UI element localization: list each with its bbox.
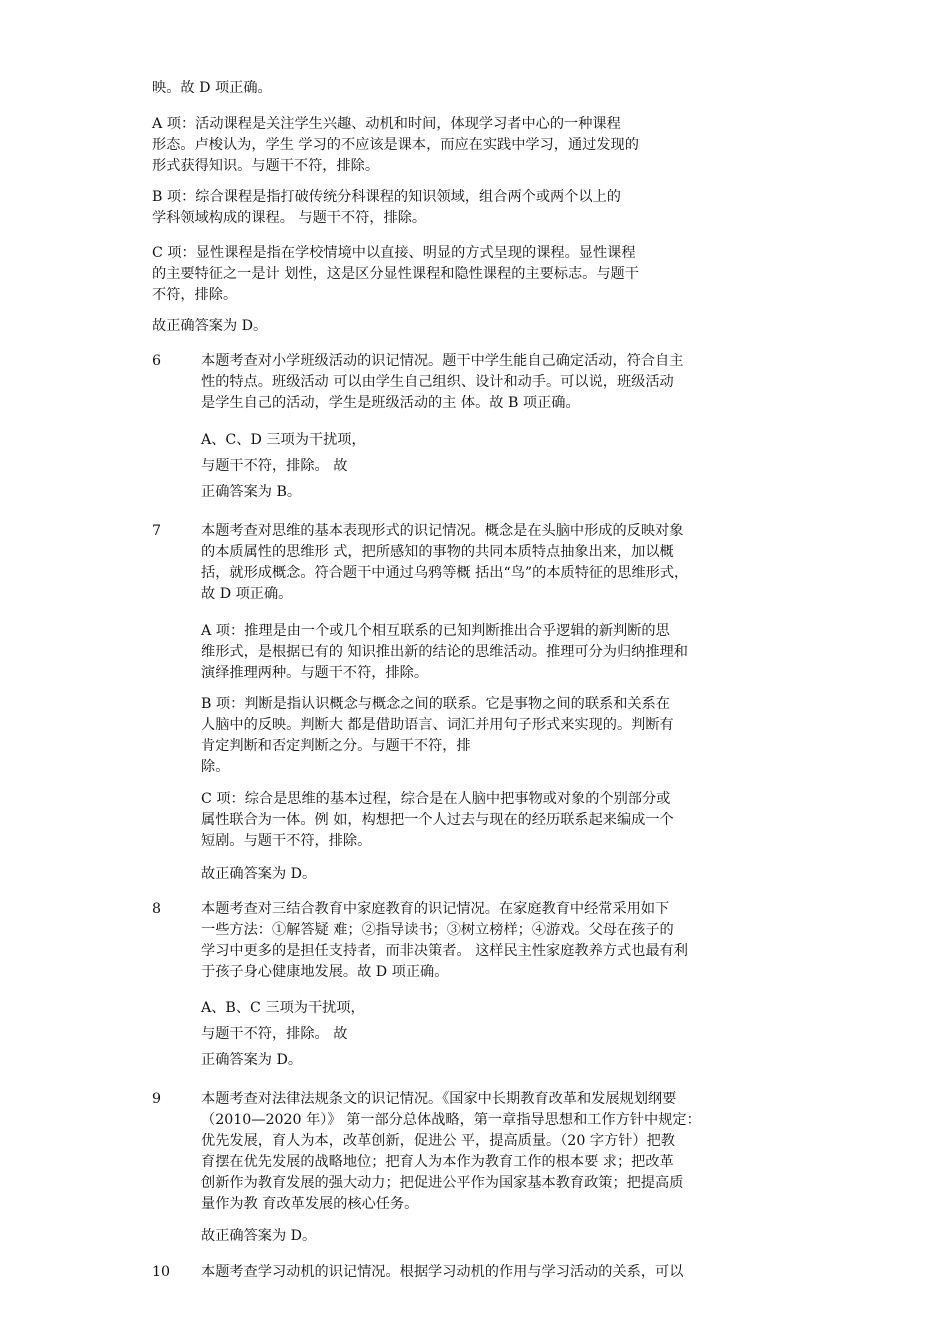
text-line: 性的特点。班级活动 可以由学生自己组织、设计和动手。可以说，班级活动 — [201, 374, 674, 390]
intro-paragraph — [152, 78, 272, 99]
q6-others — [201, 430, 366, 503]
text-line: 除。 — [201, 759, 230, 775]
q8-explanation — [201, 899, 688, 983]
text-line: 优先发展，育人为本，改革创新，促进公 平，提高质量。（20 字方针）把教 — [201, 1133, 675, 1149]
text-line: 故正确答案为 D。 — [201, 1228, 317, 1244]
text-line: A 项：推理是由一个或几个相互联系的已知判断推出合乎逻辑的新判断的思 — [201, 623, 670, 639]
text-line: 短剧。与题干不符，排除。 — [201, 833, 372, 849]
text-line: 学习中更多的是担任支持者，而非决策者。 这样民主性家庭教养方式也最有利 — [201, 943, 688, 959]
text-line: 本题考查学习动机的识记情况。根据学习动机的作用与学习活动的关系，可以 — [201, 1264, 684, 1280]
text-line: 本题考查对法律法规条文的识记情况。《国家中长期教育改革和发展规划纲要 — [201, 1091, 677, 1107]
text-line: 于孩子身心健康地发展。故 D 项正确。 — [201, 964, 449, 980]
q7-option-b — [201, 694, 674, 778]
text-line: 一些方法：①解答疑 难；②指导读书；③树立榜样；④游戏。父母在孩子的 — [201, 922, 674, 938]
text-line: 育摆在优先发展的战略地位；把育人为本作为教育工作的根本要 求；把改革 — [201, 1154, 674, 1170]
text-line: 本题考查对三结合教育中家庭教育的识记情况。在家庭教育中经常采用如下 — [201, 901, 670, 917]
q5-answer — [152, 316, 267, 337]
question-number: 9 — [152, 1091, 162, 1107]
text-line: 是学生自己的活动，学生是班级活动的主 体。故 B 项正确。 — [201, 395, 580, 411]
text-line: C 项：显性课程是指在学校情境中以直接、明显的方式呈现的课程。显性课程 — [152, 245, 636, 261]
q6-explanation — [201, 351, 683, 414]
text-line: 的本质属性的思维形 式，把所感知的事物的共同本质特点抽象出来，加以概 — [201, 544, 674, 560]
q5-option-b — [152, 187, 621, 229]
text-line: 人脑中的反映。判断大 都是借助语言、词汇并用句子形式来实现的。判断有 — [201, 717, 674, 733]
text-line: 括，就形成概念。符合题干中通过乌鸦等概 括出“鸟”的本质特征的思维形式， — [201, 565, 689, 581]
text-line: 本题考查对小学班级活动的识记情况。题干中学生能自己确定活动，符合自主 — [201, 353, 684, 369]
question-number: 10 — [152, 1264, 171, 1280]
text-line: A、B、C 三项为干扰项， — [201, 1000, 365, 1016]
text-line: 故 D 项正确。 — [201, 586, 293, 602]
text-line: 学科领域构成的课程。 与题干不符，排除。 — [152, 210, 427, 226]
text-line: 演绎推理两种。与题干不符，排除。 — [201, 665, 429, 681]
text-line: 属性联合为一体。例 如，构想把一个人过去与现在的经历联系起来编成一个 — [201, 812, 674, 828]
q7-option-c — [201, 789, 674, 852]
q7-option-a — [201, 621, 688, 684]
text-line: 形式获得知识。与题干不符，排除。 — [152, 158, 380, 174]
text-line: B 项：判断是指认识概念与概念之间的联系。它是事物之间的联系和关系在 — [201, 696, 670, 712]
text-line: 肯定判断和否定判断之分。与题干不符，排 — [201, 738, 471, 754]
text-line: 形态。卢梭认为，学生 学习的不应该是课本，而应在实践中学习，通过发现的 — [152, 137, 639, 153]
q10-explanation — [201, 1262, 683, 1283]
q5-option-a — [152, 114, 639, 177]
q7-answer — [201, 864, 316, 885]
text-line: 故正确答案为 D。 — [152, 318, 268, 334]
q8-others — [201, 998, 365, 1071]
text-line: A 项：活动课程是关注学生兴趣、动机和时间，体现学习者中心的一种课程 — [152, 116, 621, 132]
text-line: 本题考查对思维的基本表现形式的识记情况。概念是在头脑中形成的反映对象 — [201, 523, 684, 539]
text-line: 正确答案为 B。 — [201, 484, 302, 500]
q9-answer — [201, 1226, 316, 1247]
text-line: 量作为教 育改革发展的核心任务。 — [201, 1196, 419, 1212]
question-number: 7 — [152, 523, 162, 539]
question-number: 8 — [152, 901, 162, 917]
text-line: C 项：综合是思维的基本过程，综合是在人脑中把事物或对象的个别部分或 — [201, 791, 671, 807]
text-line: 的主要特征之一是计 划性，这是区分显性课程和隐性课程的主要标志。与题干 — [152, 266, 639, 282]
question-number: 6 — [152, 353, 162, 369]
q7-explanation — [201, 521, 688, 605]
text-line: B 项：综合课程是指打破传统分科课程的知识领域，组合两个或两个以上的 — [152, 189, 621, 205]
text-line: 与题干不符，排除。 故 — [201, 1026, 348, 1042]
text-line: （2010—2020 年）》 第一部分总体战略，第一章指导思想和工作方针中规定： — [201, 1112, 701, 1128]
q9-explanation — [201, 1089, 701, 1215]
text-line: 正确答案为 D。 — [201, 1052, 303, 1068]
text-line: 创新作为教育发展的强大动力；把促进公平作为国家基本教育政策；把提高质 — [201, 1175, 684, 1191]
text-line: 维形式，是根据已有的 知识推出新的结论的思维活动。推理可分为归纳推理和 — [201, 644, 688, 660]
text-line: 映。故 D 项正确。 — [152, 80, 272, 96]
text-line: A、C、D 三项为干扰项， — [201, 432, 366, 448]
q5-option-c — [152, 243, 639, 306]
text-line: 不符，排除。 — [152, 287, 238, 303]
text-line: 与题干不符，排除。 故 — [201, 458, 348, 474]
text-line: 故正确答案为 D。 — [201, 866, 317, 882]
